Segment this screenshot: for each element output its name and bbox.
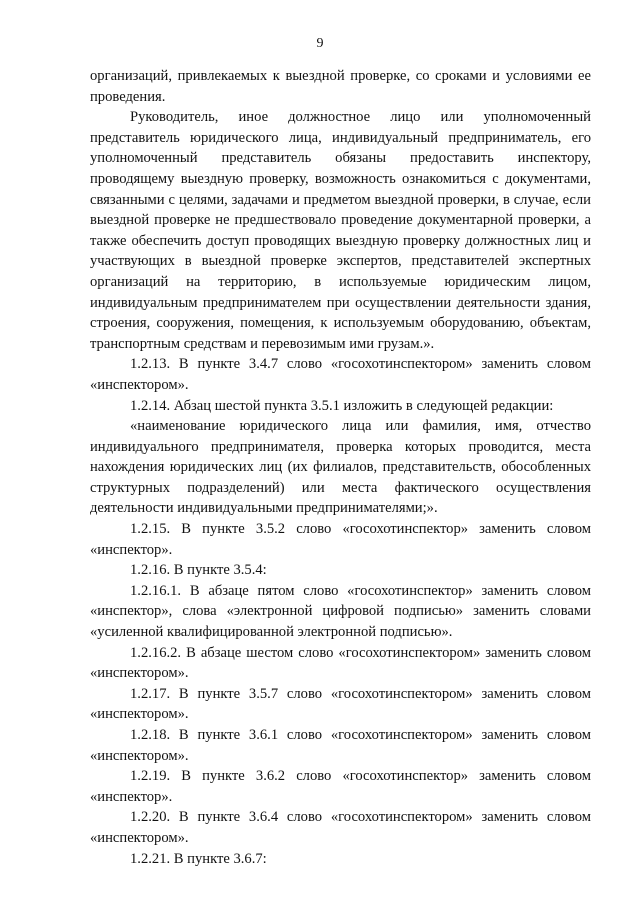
document-body <box>90 66 591 869</box>
paragraph: 1.2.16.1. В абзаце пятом слово «госохотинспектор» заменить словом «инспектор», слова «электронной цифровой подписью» заменить словами «усиленной квалифицированной электронной подписью». <box>90 582 591 641</box>
paragraph: 1.2.15. В пункте 3.5.2 слово «госохотинспектор» заменить словом «инспектор». <box>90 521 591 558</box>
paragraph: Руководитель, иное должностное лицо или уполномоченный представитель юридического лица, индивидуальный предприниматель, его уполномоченный представитель обязаны предоставить инспектору, проводящему выездную проверку, возможность ознакомиться с документами, связанными с целями, задачами и предметом выездной проверки, в случае, если выездной проверке не предшествовало проведение документарной проверки, а также обеспечить доступ проводящих выездную проверку должностных лиц и участвующих в выездной проверке экспертов, представителей экспертных организаций на территорию, в используемые юридическим лицом, индивидуальным предпринимателем при осуществлении деятельности здания, строения, сооружения, помещения, к используемым оборудованию, объектам, транспортным средствам и перевозимым ими грузам.». <box>90 109 591 352</box>
paragraph: 1.2.16. В пункте 3.5.4: <box>130 562 267 579</box>
paragraph: 1.2.21. В пункте 3.6.7: <box>130 850 267 867</box>
paragraph: 1.2.19. В пункте 3.6.2 слово «госохотинспектор» заменить словом «инспектор». <box>90 768 591 805</box>
paragraph: 1.2.17. В пункте 3.5.7 слово «госохотинспектором» заменить словом «инспектором». <box>90 685 591 723</box>
page-number: 9 <box>316 36 324 51</box>
paragraph: 1.2.20. В пункте 3.6.4 слово «госохотинспектором» заменить словом «инспектором». <box>90 809 591 846</box>
paragraph: 1.2.14. Абзац шестой пункта 3.5.1 изложить в следующей редакции: <box>130 397 554 414</box>
paragraph: 1.2.13. В пункте 3.4.7 слово «госохотинспектором» заменить словом «инспектором». <box>90 356 591 393</box>
paragraph: 1.2.18. В пункте 3.6.1 слово «госохотинспектором» заменить словом «инспектором». <box>90 727 591 764</box>
paragraph: 1.2.16.2. В абзаце шестом слово «госохотинспектором» заменить словом «инспектором». <box>90 644 591 682</box>
paragraph: организаций, привлекаемых к выездной проверке, со сроками и условиями ее проведения. <box>90 68 591 105</box>
paragraph: «наименование юридического лица или фамилия, имя, отчество индивидуального предпринимателя, проверка которых проводится, места нахождения юридических лиц (их филиалов, представительств, обособленных структурных подразделений) или места фактического осуществления деятельности индивидуальными предпринимателями;». <box>90 418 591 517</box>
